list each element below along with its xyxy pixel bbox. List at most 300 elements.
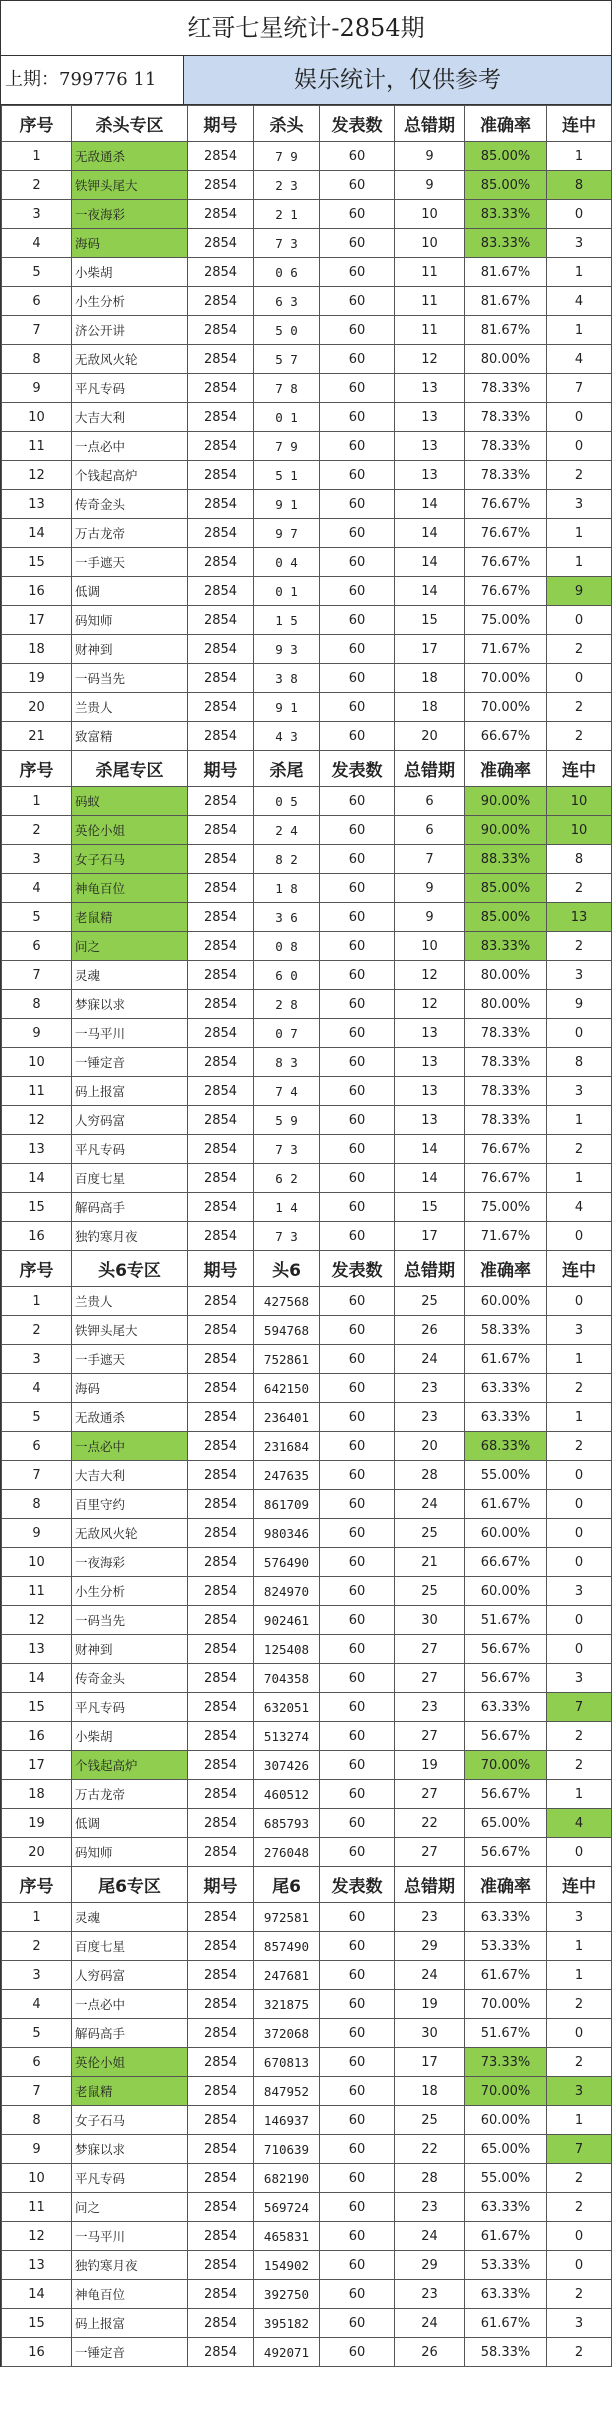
cell-issue: 2854 [188,287,254,316]
table-row [2,2019,612,2048]
cell-count: 60 [320,1838,395,1867]
cell-seq: 4 [2,229,72,258]
cell-value: 321875 [254,1990,320,2019]
cell-streak: 3 [547,1664,612,1693]
cell-name: 无敌通杀 [72,1403,188,1432]
cell-count: 60 [320,2280,395,2309]
cell-errors: 20 [395,722,465,751]
table-row [2,2280,612,2309]
cell-count: 60 [320,1374,395,1403]
cell-rate: 63.33% [465,1693,547,1722]
cell-name: 万古龙帝 [72,519,188,548]
cell-rate: 63.33% [465,2280,547,2309]
cell-errors: 14 [395,490,465,519]
cell-errors: 25 [395,1287,465,1316]
cell-count: 60 [320,229,395,258]
cell-value: 7 9 [254,142,320,171]
cell-errors: 19 [395,1751,465,1780]
cell-rate: 71.67% [465,635,547,664]
cell-name: 财神到 [72,1635,188,1664]
cell-seq: 17 [2,606,72,635]
cell-count: 60 [320,1693,395,1722]
cell-streak: 7 [547,2135,612,2164]
cell-issue: 2854 [188,1345,254,1374]
cell-name: 无敌通杀 [72,142,188,171]
cell-streak: 1 [547,258,612,287]
cell-errors: 11 [395,287,465,316]
table-row [2,1048,612,1077]
cell-value: 9 1 [254,693,320,722]
column-header-count: 发表数 [320,1251,395,1287]
cell-errors: 22 [395,1809,465,1838]
column-header-seq: 序号 [2,106,72,142]
cell-value: 7 9 [254,432,320,461]
cell-streak: 4 [547,287,612,316]
cell-issue: 2854 [188,2280,254,2309]
cell-issue: 2854 [188,1635,254,1664]
cell-streak: 0 [547,1287,612,1316]
table-row [2,2048,612,2077]
cell-seq: 18 [2,1780,72,1809]
cell-streak: 0 [547,1838,612,1867]
cell-streak: 1 [547,316,612,345]
cell-count: 60 [320,874,395,903]
cell-errors: 27 [395,1838,465,1867]
cell-rate: 70.00% [465,1990,547,2019]
section-header-row [2,1251,612,1287]
cell-errors: 9 [395,903,465,932]
cell-errors: 24 [395,1961,465,1990]
cell-rate: 61.67% [465,1345,547,1374]
cell-seq: 19 [2,1809,72,1838]
table-row [2,1345,612,1374]
table-row [2,845,612,874]
cell-count: 60 [320,519,395,548]
cell-count: 60 [320,664,395,693]
table-row [2,2309,612,2338]
cell-issue: 2854 [188,1019,254,1048]
cell-errors: 23 [395,1693,465,1722]
cell-issue: 2854 [188,374,254,403]
cell-name: 英伦小姐 [72,2048,188,2077]
cell-value: 6 2 [254,1164,320,1193]
column-header-errors: 总错期 [395,1251,465,1287]
cell-errors: 9 [395,142,465,171]
cell-seq: 15 [2,548,72,577]
cell-issue: 2854 [188,1751,254,1780]
cell-rate: 76.67% [465,548,547,577]
cell-errors: 25 [395,1519,465,1548]
cell-value: 5 0 [254,316,320,345]
cell-name: 一点必中 [72,1432,188,1461]
cell-errors: 15 [395,1193,465,1222]
cell-issue: 2854 [188,1164,254,1193]
cell-count: 60 [320,1664,395,1693]
cell-issue: 2854 [188,1990,254,2019]
cell-rate: 51.67% [465,1606,547,1635]
table-row [2,932,612,961]
cell-errors: 13 [395,403,465,432]
table-row [2,577,612,606]
cell-rate: 60.00% [465,1519,547,1548]
cell-rate: 85.00% [465,171,547,200]
cell-errors: 24 [395,2309,465,2338]
cell-name: 个钱起高炉 [72,461,188,490]
table-row [2,258,612,287]
cell-issue: 2854 [188,932,254,961]
last-draw-label: 上期： [5,69,59,90]
table-row [2,1606,612,1635]
cell-errors: 6 [395,816,465,845]
table-row [2,1106,612,1135]
cell-name: 独钓寒月夜 [72,2251,188,2280]
cell-name: 万古龙帝 [72,1780,188,1809]
cell-count: 60 [320,577,395,606]
cell-rate: 56.67% [465,1838,547,1867]
cell-name: 梦寐以求 [72,2135,188,2164]
column-header-issue: 期号 [188,1251,254,1287]
cell-count: 60 [320,1403,395,1432]
cell-streak: 2 [547,693,612,722]
cell-value: 980346 [254,1519,320,1548]
cell-rate: 78.33% [465,461,547,490]
cell-value: 2 3 [254,171,320,200]
cell-rate: 76.67% [465,1135,547,1164]
cell-seq: 11 [2,2193,72,2222]
cell-issue: 2854 [188,1106,254,1135]
cell-rate: 56.67% [465,1664,547,1693]
cell-count: 60 [320,990,395,1019]
column-header-streak: 连中 [547,751,612,787]
cell-streak: 4 [547,1809,612,1838]
table-row [2,1548,612,1577]
cell-value: 395182 [254,2309,320,2338]
table-row [2,1903,612,1932]
cell-count: 60 [320,693,395,722]
cell-value: 154902 [254,2251,320,2280]
table-row [2,490,612,519]
table-row [2,1461,612,1490]
column-header-streak: 连中 [547,1867,612,1903]
cell-name: 低调 [72,577,188,606]
cell-count: 60 [320,2164,395,2193]
cell-seq: 3 [2,845,72,874]
cell-errors: 27 [395,1780,465,1809]
cell-name: 一夜海彩 [72,1548,188,1577]
cell-value: 902461 [254,1606,320,1635]
cell-value: 9 1 [254,490,320,519]
column-header-errors: 总错期 [395,751,465,787]
cell-rate: 78.33% [465,432,547,461]
cell-rate: 76.67% [465,1164,547,1193]
cell-count: 60 [320,1961,395,1990]
cell-value: 0 1 [254,403,320,432]
cell-rate: 80.00% [465,345,547,374]
column-header-value: 头6 [254,1251,320,1287]
table-row [2,1135,612,1164]
cell-rate: 85.00% [465,874,547,903]
cell-seq: 13 [2,1635,72,1664]
cell-issue: 2854 [188,1287,254,1316]
cell-value: 0 8 [254,932,320,961]
cell-errors: 21 [395,1548,465,1577]
cell-name: 传奇金头 [72,490,188,519]
cell-seq: 5 [2,1403,72,1432]
cell-streak: 3 [547,1903,612,1932]
cell-streak: 1 [547,1780,612,1809]
cell-count: 60 [320,1048,395,1077]
cell-rate: 66.67% [465,722,547,751]
table-row [2,432,612,461]
cell-rate: 65.00% [465,2135,547,2164]
cell-name: 致富精 [72,722,188,751]
cell-seq: 21 [2,722,72,751]
cell-count: 60 [320,1432,395,1461]
cell-issue: 2854 [188,461,254,490]
cell-count: 60 [320,1106,395,1135]
cell-value: 576490 [254,1548,320,1577]
table-row [2,287,612,316]
cell-errors: 13 [395,1048,465,1077]
cell-streak: 3 [547,1316,612,1345]
table-row [2,1019,612,1048]
disclaimer-banner: 娱乐统计，仅供参考 [184,56,611,104]
table-row [2,1932,612,1961]
cell-streak: 3 [547,1577,612,1606]
cell-value: 3 6 [254,903,320,932]
cell-streak: 0 [547,2222,612,2251]
cell-streak: 2 [547,1722,612,1751]
cell-issue: 2854 [188,403,254,432]
cell-seq: 20 [2,1838,72,1867]
column-header-count: 发表数 [320,106,395,142]
cell-streak: 2 [547,1751,612,1780]
cell-streak: 0 [547,1635,612,1664]
table-row [2,229,612,258]
cell-seq: 16 [2,2338,72,2367]
cell-streak: 2 [547,2280,612,2309]
table-row [2,2077,612,2106]
cell-errors: 13 [395,1019,465,1048]
cell-rate: 58.33% [465,2338,547,2367]
cell-name: 兰贵人 [72,1287,188,1316]
cell-rate: 70.00% [465,1751,547,1780]
cell-count: 60 [320,1461,395,1490]
cell-seq: 14 [2,2280,72,2309]
cell-count: 60 [320,1287,395,1316]
cell-seq: 5 [2,903,72,932]
cell-streak: 7 [547,374,612,403]
cell-errors: 14 [395,1135,465,1164]
cell-count: 60 [320,461,395,490]
cell-seq: 2 [2,1932,72,1961]
cell-seq: 6 [2,1432,72,1461]
cell-seq: 4 [2,874,72,903]
cell-streak: 10 [547,787,612,816]
cell-name: 百里守约 [72,1490,188,1519]
cell-rate: 53.33% [465,1932,547,1961]
cell-rate: 61.67% [465,2309,547,2338]
column-header-errors: 总错期 [395,1867,465,1903]
cell-issue: 2854 [188,2135,254,2164]
cell-name: 一锤定音 [72,1048,188,1077]
cell-seq: 6 [2,932,72,961]
table-row [2,1838,612,1867]
info-bar [1,56,611,105]
cell-value: 9 3 [254,635,320,664]
cell-name: 平凡专码 [72,2164,188,2193]
cell-issue: 2854 [188,2106,254,2135]
cell-value: 1 4 [254,1193,320,1222]
table-row [2,787,612,816]
cell-streak: 3 [547,490,612,519]
cell-streak: 8 [547,171,612,200]
cell-rate: 83.33% [465,229,547,258]
table-row [2,903,612,932]
cell-issue: 2854 [188,345,254,374]
cell-streak: 2 [547,1374,612,1403]
table-row [2,1077,612,1106]
cell-streak: 0 [547,1490,612,1519]
cell-value: 5 7 [254,345,320,374]
cell-rate: 60.00% [465,1287,547,1316]
cell-seq: 12 [2,1106,72,1135]
cell-errors: 18 [395,664,465,693]
table-row [2,1751,612,1780]
cell-rate: 63.33% [465,1903,547,1932]
cell-issue: 2854 [188,1374,254,1403]
cell-errors: 15 [395,606,465,635]
cell-value: 7 3 [254,229,320,258]
cell-errors: 10 [395,229,465,258]
table-row [2,171,612,200]
cell-seq: 12 [2,2222,72,2251]
cell-streak: 2 [547,1135,612,1164]
cell-issue: 2854 [188,722,254,751]
cell-value: 1 8 [254,874,320,903]
cell-rate: 70.00% [465,664,547,693]
cell-seq: 17 [2,1751,72,1780]
table-row [2,693,612,722]
cell-rate: 81.67% [465,316,547,345]
column-header-value: 杀尾 [254,751,320,787]
cell-seq: 14 [2,519,72,548]
cell-value: 7 4 [254,1077,320,1106]
cell-name: 兰贵人 [72,693,188,722]
cell-streak: 0 [547,432,612,461]
cell-streak: 2 [547,1432,612,1461]
cell-errors: 11 [395,258,465,287]
column-header-name: 尾6专区 [72,1867,188,1903]
cell-count: 60 [320,2048,395,2077]
cell-seq: 16 [2,1222,72,1251]
cell-count: 60 [320,316,395,345]
cell-name: 无敌风火轮 [72,1519,188,1548]
cell-seq: 10 [2,403,72,432]
cell-rate: 78.33% [465,403,547,432]
cell-issue: 2854 [188,1316,254,1345]
cell-issue: 2854 [188,1193,254,1222]
cell-name: 一马平川 [72,1019,188,1048]
column-header-issue: 期号 [188,106,254,142]
cell-count: 60 [320,1490,395,1519]
cell-seq: 10 [2,2164,72,2193]
cell-rate: 85.00% [465,903,547,932]
table-row [2,1990,612,2019]
table-row [2,874,612,903]
table-row [2,2164,612,2193]
cell-seq: 7 [2,2077,72,2106]
table-row [2,2106,612,2135]
cell-streak: 3 [547,229,612,258]
column-header-rate: 准确率 [465,751,547,787]
cell-count: 60 [320,1548,395,1577]
cell-streak: 1 [547,1164,612,1193]
cell-name: 小生分析 [72,1577,188,1606]
table-row [2,1316,612,1345]
cell-rate: 61.67% [465,2222,547,2251]
cell-name: 解码高手 [72,1193,188,1222]
cell-count: 60 [320,1193,395,1222]
cell-streak: 4 [547,345,612,374]
cell-seq: 9 [2,2135,72,2164]
cell-value: 231684 [254,1432,320,1461]
cell-rate: 83.33% [465,932,547,961]
table-row [2,1961,612,1990]
cell-seq: 15 [2,1693,72,1722]
cell-count: 60 [320,1606,395,1635]
cell-seq: 11 [2,432,72,461]
cell-rate: 68.33% [465,1432,547,1461]
cell-name: 老鼠精 [72,903,188,932]
table-row [2,2222,612,2251]
cell-rate: 63.33% [465,1403,547,1432]
cell-rate: 90.00% [465,787,547,816]
cell-name: 码上报富 [72,2309,188,2338]
cell-name: 问之 [72,2193,188,2222]
cell-rate: 61.67% [465,1490,547,1519]
cell-count: 60 [320,2251,395,2280]
cell-issue: 2854 [188,635,254,664]
cell-name: 码蚁 [72,787,188,816]
cell-errors: 13 [395,432,465,461]
cell-seq: 9 [2,1019,72,1048]
cell-value: 465831 [254,2222,320,2251]
cell-value: 492071 [254,2338,320,2367]
cell-seq: 20 [2,693,72,722]
cell-errors: 30 [395,1606,465,1635]
cell-rate: 83.33% [465,200,547,229]
cell-issue: 2854 [188,1809,254,1838]
cell-value: 146937 [254,2106,320,2135]
cell-streak: 2 [547,1990,612,2019]
cell-errors: 17 [395,2048,465,2077]
cell-count: 60 [320,287,395,316]
cell-streak: 3 [547,961,612,990]
cell-issue: 2854 [188,1403,254,1432]
cell-issue: 2854 [188,2251,254,2280]
table-row [2,374,612,403]
column-header-streak: 连中 [547,106,612,142]
cell-issue: 2854 [188,1519,254,1548]
cell-issue: 2854 [188,2164,254,2193]
table-row [2,722,612,751]
section-header-row [2,106,612,142]
cell-name: 个钱起高炉 [72,1751,188,1780]
cell-seq: 11 [2,1077,72,1106]
cell-seq: 2 [2,816,72,845]
cell-seq: 4 [2,1374,72,1403]
